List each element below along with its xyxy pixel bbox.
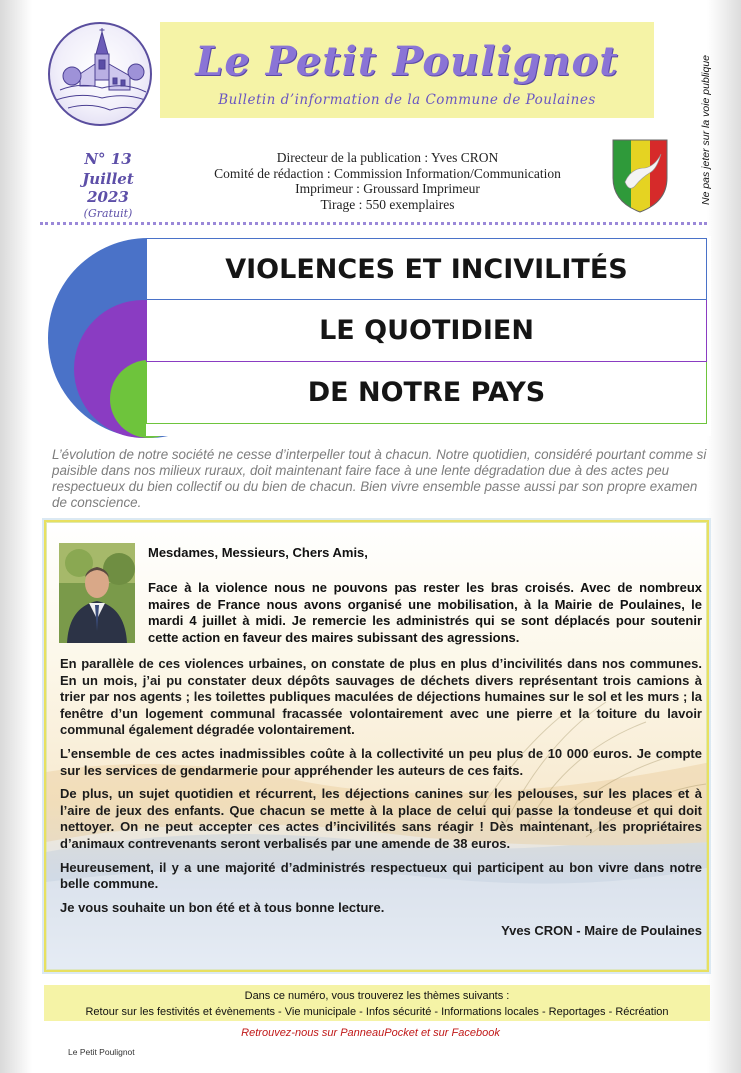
dotted-separator <box>40 222 707 225</box>
issue-number: N° 13 <box>84 150 132 168</box>
contents-topics: Retour sur les festivités et évènements - Vie municipale - Infos sécurité - Informations locales - Reportages - Récréation <box>85 1006 669 1018</box>
issue-date: Juillet 2023 <box>82 170 134 206</box>
editorial-greeting: Mesdames, Messieurs, Chers Amis, <box>148 545 368 560</box>
issue-info <box>62 150 154 220</box>
newsletter-title: Le Petit Poulignot <box>195 38 619 85</box>
issue-contents <box>44 985 710 1021</box>
editorial-body <box>60 656 702 940</box>
issue-price: (Gratuit) <box>83 207 133 220</box>
village-logo <box>48 22 152 126</box>
editorial-paragraph: Je vous souhaite un bon été et à tous bonne lecture. <box>60 899 385 915</box>
contents-lead: Dans ce numéro, vous trouverez les thèmes suivants : <box>244 990 510 1002</box>
mayor-portrait <box>59 543 135 643</box>
credit-line: Tirage : 550 exemplaires <box>320 196 455 212</box>
editorial-paragraph: Heureusement, il y a une majorité d’administrés respectueux qui participent au bon vivre dans notre belle commune. <box>60 859 702 892</box>
headline-line-1: VIOLENCES ET INCIVILITÉS <box>146 238 707 300</box>
page-shadow-left <box>0 0 32 1073</box>
editorial-paragraph: En parallèle de ces violences urbaines, on constate de plus en plus d’incivilités dans nos communes. En un mois, j’ai pu constater deux dépôts sauvages de déchets divers représentant trois camions à trier par nos agents ; les toilettes publiques maculées de déjections humaines sur le sol et les murs ; la fenêtre d’un logement communal fracassée volontairement avec une pierre et la toiture du lavoir communal également dégradée volontairement. <box>60 656 702 738</box>
newsletter-subtitle: Bulletin d’information de la Commune de Poulaines <box>218 92 596 108</box>
church-illustration <box>50 24 152 126</box>
side-note: Ne pas jeter sur la voie publique <box>700 54 712 205</box>
mayor-editorial <box>44 520 709 972</box>
credit-line: Directeur de la publication : Yves CRON <box>276 150 499 165</box>
commune-crest-icon <box>611 138 669 214</box>
headline-line-3: DE NOTRE PAYS <box>146 362 707 424</box>
intro-paragraph: L’évolution de notre société ne cesse d’interpeller tout à chacun. Notre quotidien, considéré pourtant comme si paisible dans nos milieux ruraux, doit maintenant faire face à une lente dégradation due à des actes peu respectueux du bien collectif ou du bien de chacun. Bien vivre ensemble passe aussi par son propre examen de conscience. <box>52 447 707 510</box>
masthead <box>160 22 654 118</box>
editorial-paragraph: L’ensemble de ces actes inadmissibles coûte à la collectivité un peu plus de 10 000 euros. Je compte sur les services de gendarmerie pour appréhender les auteurs de ces faits. <box>60 745 702 778</box>
credit-line: Comité de rédaction : Commission Information/Communication <box>214 165 561 181</box>
page-shadow-right <box>707 0 741 1073</box>
editorial-paragraph: Face à la violence nous ne pouvons pas rester les bras croisés. Avec de nombreux maires de France nous avons organisé une mobilisation, à la Mairie de Poulaines, le mardi 4 juillet à midi. Je remercie les administrés qui se sont déplacés pour soutenir cette action en faveur des maires subissant des agressions. <box>148 580 702 645</box>
footer-publication-name: Le Petit Poulignot <box>68 1047 135 1057</box>
editorial-paragraph: De plus, un sujet quotidien et récurrent, les déjections canines sur les pelouses, sur les places et à l’aire de jeux des enfants. Que chacun se mette à la place de celui qui passe la tondeuse et qui doit nettoyer. On ne peut accepter ces actes d’incivilités sans réagir ! Dès maintenant, les propriétaires d’animaux contrevenants seront verbalisés par une amende de 38 euros. <box>60 786 702 851</box>
editorial-signature: Yves CRON - Maire de Poulaines <box>501 923 702 939</box>
publication-credits <box>190 150 585 212</box>
social-follow-note: Retrouvez-nous sur PanneauPocket et sur Facebook <box>241 1027 500 1039</box>
credit-line: Imprimeur : Groussard Imprimeur <box>295 181 480 196</box>
headline-line-2: LE QUOTIDIEN <box>146 300 707 362</box>
